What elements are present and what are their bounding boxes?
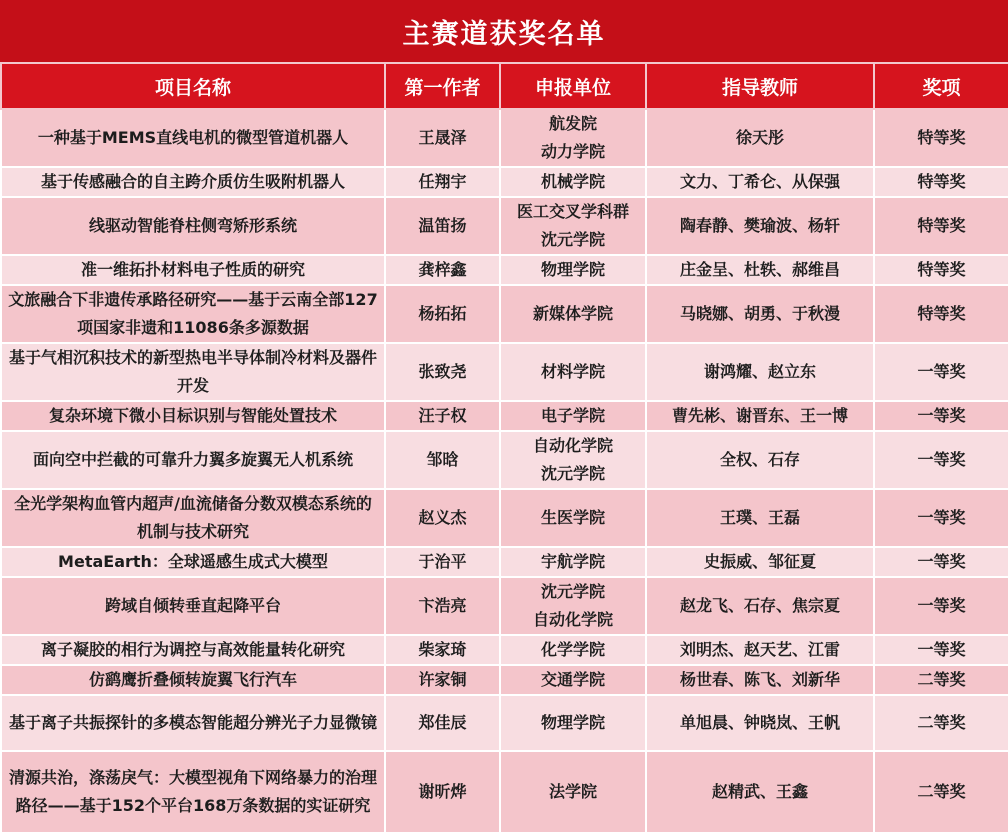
unit-cell: 机械学院 — [500, 167, 646, 197]
project-cell: 清源共治，涤荡戾气：大模型视角下网络暴力的治理路径——基于152个平台168万条数据的实证研究 — [1, 751, 385, 833]
author-cell: 柴家琦 — [385, 635, 500, 665]
column-header-project: 项目名称 — [1, 63, 385, 109]
unit-cell: 新媒体学院 — [500, 285, 646, 343]
advisor-cell: 徐天彤 — [646, 109, 874, 167]
table-row — [1, 751, 1008, 833]
unit-cell: 材料学院 — [500, 343, 646, 401]
column-header-award: 奖项 — [874, 63, 1008, 109]
author-cell: 谢昕烨 — [385, 751, 500, 833]
unit-cell: 物理学院 — [500, 695, 646, 751]
award-cell: 一等奖 — [874, 547, 1008, 577]
advisor-cell: 赵精武、王鑫 — [646, 751, 874, 833]
advisor-cell: 刘明杰、赵天艺、江雷 — [646, 635, 874, 665]
project-cell: 线驱动智能脊柱侧弯矫形系统 — [1, 197, 385, 255]
author-cell: 汪子权 — [385, 401, 500, 431]
project-cell: 基于离子共振探针的多模态智能超分辨光子力显微镜 — [1, 695, 385, 751]
table-row — [1, 577, 1008, 635]
table-row — [1, 197, 1008, 255]
author-cell: 卞浩亮 — [385, 577, 500, 635]
project-cell: 离子凝胶的相行为调控与高效能量转化研究 — [1, 635, 385, 665]
award-cell: 特等奖 — [874, 197, 1008, 255]
award-cell: 一等奖 — [874, 577, 1008, 635]
table-header-row — [1, 63, 1008, 109]
project-cell: 基于气相沉积技术的新型热电半导体制冷材料及器件开发 — [1, 343, 385, 401]
advisor-cell: 王璞、王磊 — [646, 489, 874, 547]
table-row — [1, 489, 1008, 547]
table-row — [1, 547, 1008, 577]
advisor-cell: 单旭晨、钟晓岚、王帆 — [646, 695, 874, 751]
advisor-cell: 庄金呈、杜轶、郝维昌 — [646, 255, 874, 285]
author-cell: 邹晗 — [385, 431, 500, 489]
advisor-cell: 杨世春、陈飞、刘新华 — [646, 665, 874, 695]
award-cell: 一等奖 — [874, 635, 1008, 665]
project-cell: 面向空中拦截的可靠升力翼多旋翼无人机系统 — [1, 431, 385, 489]
advisor-cell: 陶春静、樊瑜波、杨轩 — [646, 197, 874, 255]
award-cell: 二等奖 — [874, 695, 1008, 751]
table-row — [1, 285, 1008, 343]
advisor-cell: 曹先彬、谢晋东、王一博 — [646, 401, 874, 431]
author-cell: 于治平 — [385, 547, 500, 577]
award-cell: 二等奖 — [874, 665, 1008, 695]
table-row — [1, 167, 1008, 197]
unit-cell: 沈元学院 自动化学院 — [500, 577, 646, 635]
unit-cell: 生医学院 — [500, 489, 646, 547]
award-cell: 特等奖 — [874, 109, 1008, 167]
table-row — [1, 431, 1008, 489]
table-row — [1, 695, 1008, 751]
table-row — [1, 255, 1008, 285]
column-header-advisor: 指导教师 — [646, 63, 874, 109]
advisor-cell: 谢鸿耀、赵立东 — [646, 343, 874, 401]
author-cell: 温笛扬 — [385, 197, 500, 255]
award-cell: 特等奖 — [874, 285, 1008, 343]
award-cell: 一等奖 — [874, 431, 1008, 489]
advisor-cell: 全权、石存 — [646, 431, 874, 489]
advisor-cell: 马晓娜、胡勇、于秋漫 — [646, 285, 874, 343]
author-cell: 张致尧 — [385, 343, 500, 401]
award-cell: 一等奖 — [874, 401, 1008, 431]
author-cell: 龚梓鑫 — [385, 255, 500, 285]
table-row — [1, 635, 1008, 665]
column-header-author: 第一作者 — [385, 63, 500, 109]
unit-cell: 医工交叉学科群 沈元学院 — [500, 197, 646, 255]
project-cell: 跨域自倾转垂直起降平台 — [1, 577, 385, 635]
author-cell: 赵义杰 — [385, 489, 500, 547]
table-body — [1, 109, 1008, 833]
unit-cell: 电子学院 — [500, 401, 646, 431]
table-row — [1, 401, 1008, 431]
advisor-cell: 文力、丁希仑、从保强 — [646, 167, 874, 197]
unit-cell: 宇航学院 — [500, 547, 646, 577]
project-cell: 复杂环境下微小目标识别与智能处置技术 — [1, 401, 385, 431]
unit-cell: 航发院 动力学院 — [500, 109, 646, 167]
unit-cell: 自动化学院 沈元学院 — [500, 431, 646, 489]
award-cell: 一等奖 — [874, 343, 1008, 401]
award-table — [0, 62, 1008, 834]
author-cell: 许家铜 — [385, 665, 500, 695]
author-cell: 任翔宇 — [385, 167, 500, 197]
advisor-cell: 赵龙飞、石存、焦宗夏 — [646, 577, 874, 635]
author-cell: 郑佳辰 — [385, 695, 500, 751]
project-cell: 一种基于MEMS直线电机的微型管道机器人 — [1, 109, 385, 167]
award-cell: 特等奖 — [874, 255, 1008, 285]
award-cell: 特等奖 — [874, 167, 1008, 197]
unit-cell: 交通学院 — [500, 665, 646, 695]
project-cell: 准一维拓扑材料电子性质的研究 — [1, 255, 385, 285]
project-cell: 仿鹞鹰折叠倾转旋翼飞行汽车 — [1, 665, 385, 695]
award-cell: 一等奖 — [874, 489, 1008, 547]
unit-cell: 化学学院 — [500, 635, 646, 665]
table-row — [1, 665, 1008, 695]
unit-cell: 物理学院 — [500, 255, 646, 285]
project-cell: 全光学架构血管内超声/血流储备分数双模态系统的机制与技术研究 — [1, 489, 385, 547]
page-title: 主赛道获奖名单 — [0, 0, 1008, 62]
project-cell: 文旅融合下非遗传承路径研究——基于云南全部127项国家非遗和11086条多源数据 — [1, 285, 385, 343]
advisor-cell: 史振威、邹征夏 — [646, 547, 874, 577]
project-cell: MetaEarth：全球遥感生成式大模型 — [1, 547, 385, 577]
author-cell: 杨拓拓 — [385, 285, 500, 343]
author-cell: 王晟泽 — [385, 109, 500, 167]
unit-cell: 法学院 — [500, 751, 646, 833]
column-header-unit: 申报单位 — [500, 63, 646, 109]
table-row — [1, 343, 1008, 401]
award-cell: 二等奖 — [874, 751, 1008, 833]
table-row — [1, 109, 1008, 167]
project-cell: 基于传感融合的自主跨介质仿生吸附机器人 — [1, 167, 385, 197]
